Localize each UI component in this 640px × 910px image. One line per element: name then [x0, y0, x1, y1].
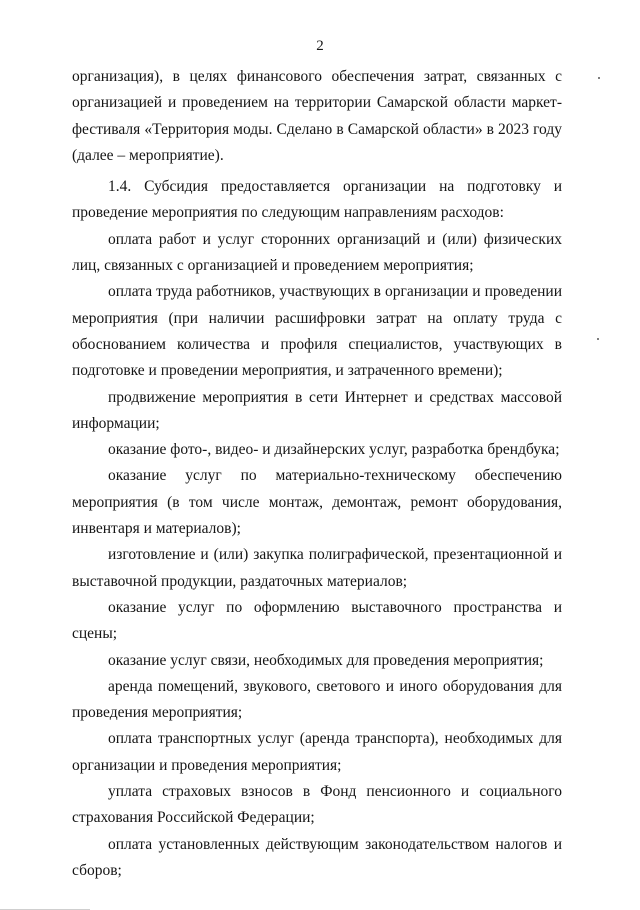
list-item-staff-wages: оплата труда работников, участвующих в организации и проведении мероприятия (при наличии расшифровки затрат на оплату труда с обоснованием количества и профиля специалистов, участвующих в подготовке и проведении мероприятия, и затраченного времени);	[72, 283, 562, 380]
scan-speck	[597, 338, 599, 340]
document-body	[72, 64, 562, 884]
page-number: 2	[316, 38, 324, 54]
list-item-promotion: продвижение мероприятия в сети Интернет и средствах массовой информации;	[72, 388, 562, 432]
list-item-communication-services: оказание услуг связи, необходимых для проведения мероприятия;	[108, 651, 544, 669]
list-item-printed-products: изготовление и (или) закупка полиграфической, презентационной и выставочной продукции, раздаточных материалов;	[72, 546, 562, 590]
list-item-equipment-rental: аренда помещений, звукового, светового и иного оборудования для проведения мероприятия;	[72, 677, 562, 722]
paragraph-section-1-4: 1.4. Субсидия предоставляется организации на подготовку и проведение мероприятия по следующим направлениям расходов:	[72, 178, 562, 222]
list-item-exhibition-design: оказание услуг по оформлению выставочного пространства и сцены;	[72, 598, 562, 643]
list-item-third-party-services: оплата работ и услуг сторонних организаций и (или) физических лиц, связанных с организацией и проведением мероприятия;	[72, 230, 562, 275]
list-item-transport: оплата транспортных услуг (аренда транспорта), необходимых для организации и проведения мероприятия;	[72, 730, 562, 774]
list-item-photo-video-design: оказание фото-, видео- и дизайнерских услуг, разработка брендбука;	[108, 441, 560, 459]
list-item-taxes-and-fees: оплата установленных действующим законодательством налогов и сборов;	[72, 835, 562, 879]
scan-speck	[598, 77, 600, 79]
paragraph-purpose-continuation: организация), в целях финансового обеспечения затрат, связанных с организацией и проведением на территории Самарской области маркет-фестиваля «Территория моды. Сделано в Самарской области» в 2023 году (далее – мероприятие).	[72, 68, 562, 164]
list-item-insurance-contributions: уплата страховых взносов в Фонд пенсионного и социального страхования Российской Федерации;	[72, 783, 562, 827]
list-item-technical-support: оказание услуг по материально-техническому обеспечению мероприятия (в том числе монтаж, демонтаж, ремонт оборудования, инвентаря и материалов);	[72, 467, 562, 538]
